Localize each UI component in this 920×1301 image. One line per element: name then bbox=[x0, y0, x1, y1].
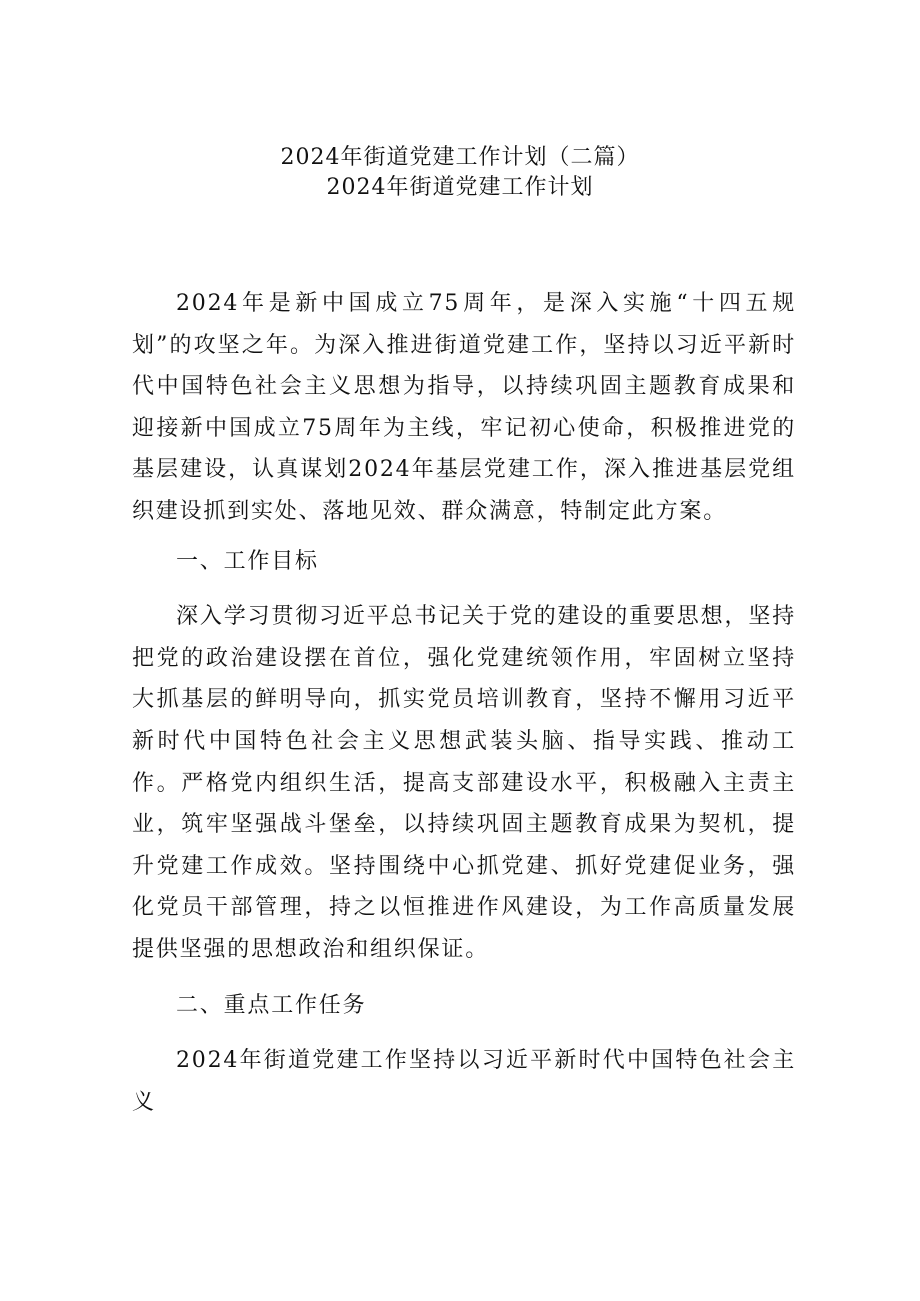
tasks-paragraph: 2024年街道党建工作坚持以习近平新时代中国特色社会主义 bbox=[132, 1048, 796, 1115]
title-block bbox=[0, 143, 920, 203]
document-body bbox=[132, 283, 796, 1131]
section-heading-tasks: 二、重点工作任务 bbox=[176, 992, 367, 1018]
document-subtitle: 2024年街道党建工作计划 bbox=[326, 175, 594, 200]
goals-paragraph: 深入学习贯彻习近平总书记关于党的建设的重要思想，坚持把党的政治建设摆在首位，强化党建统领作用，牢固树立坚持大抓基层的鲜明导向，抓实党员培训教育，坚持不懈用习近平新时代中国特色社会主义思想武装头脑、指导实践、推动工作。严格党内组织生活，提高支部建设水平，积极融入主责主业，筑牢坚强战斗堡垒，以持续巩固主题教育成果为契机，提升党建工作成效。坚持围绕中心抓党建、抓好党建促业务，强化党员干部管理，持之以恒推进作风建设，为工作高质量发展提供坚强的思想政治和组织保证。 bbox=[132, 604, 796, 962]
section-heading-goals: 一、工作目标 bbox=[176, 548, 319, 574]
intro-paragraph: 2024年是新中国成立75周年，是深入实施“十四五规划”的攻坚之年。为深入推进街道党建工作，坚持以习近平新时代中国特色社会主义思想为指导，以持续巩固主题教育成果和迎接新中国成立75周年为主线，牢记初心使命，积极推进党的基层建设，认真谋划2024年基层党建工作，深入推进基层党组织建设抓到实处、落地见效、群众满意，特制定此方案。 bbox=[132, 291, 796, 524]
document-title: 2024年街道党建工作计划（二篇） bbox=[280, 145, 640, 170]
